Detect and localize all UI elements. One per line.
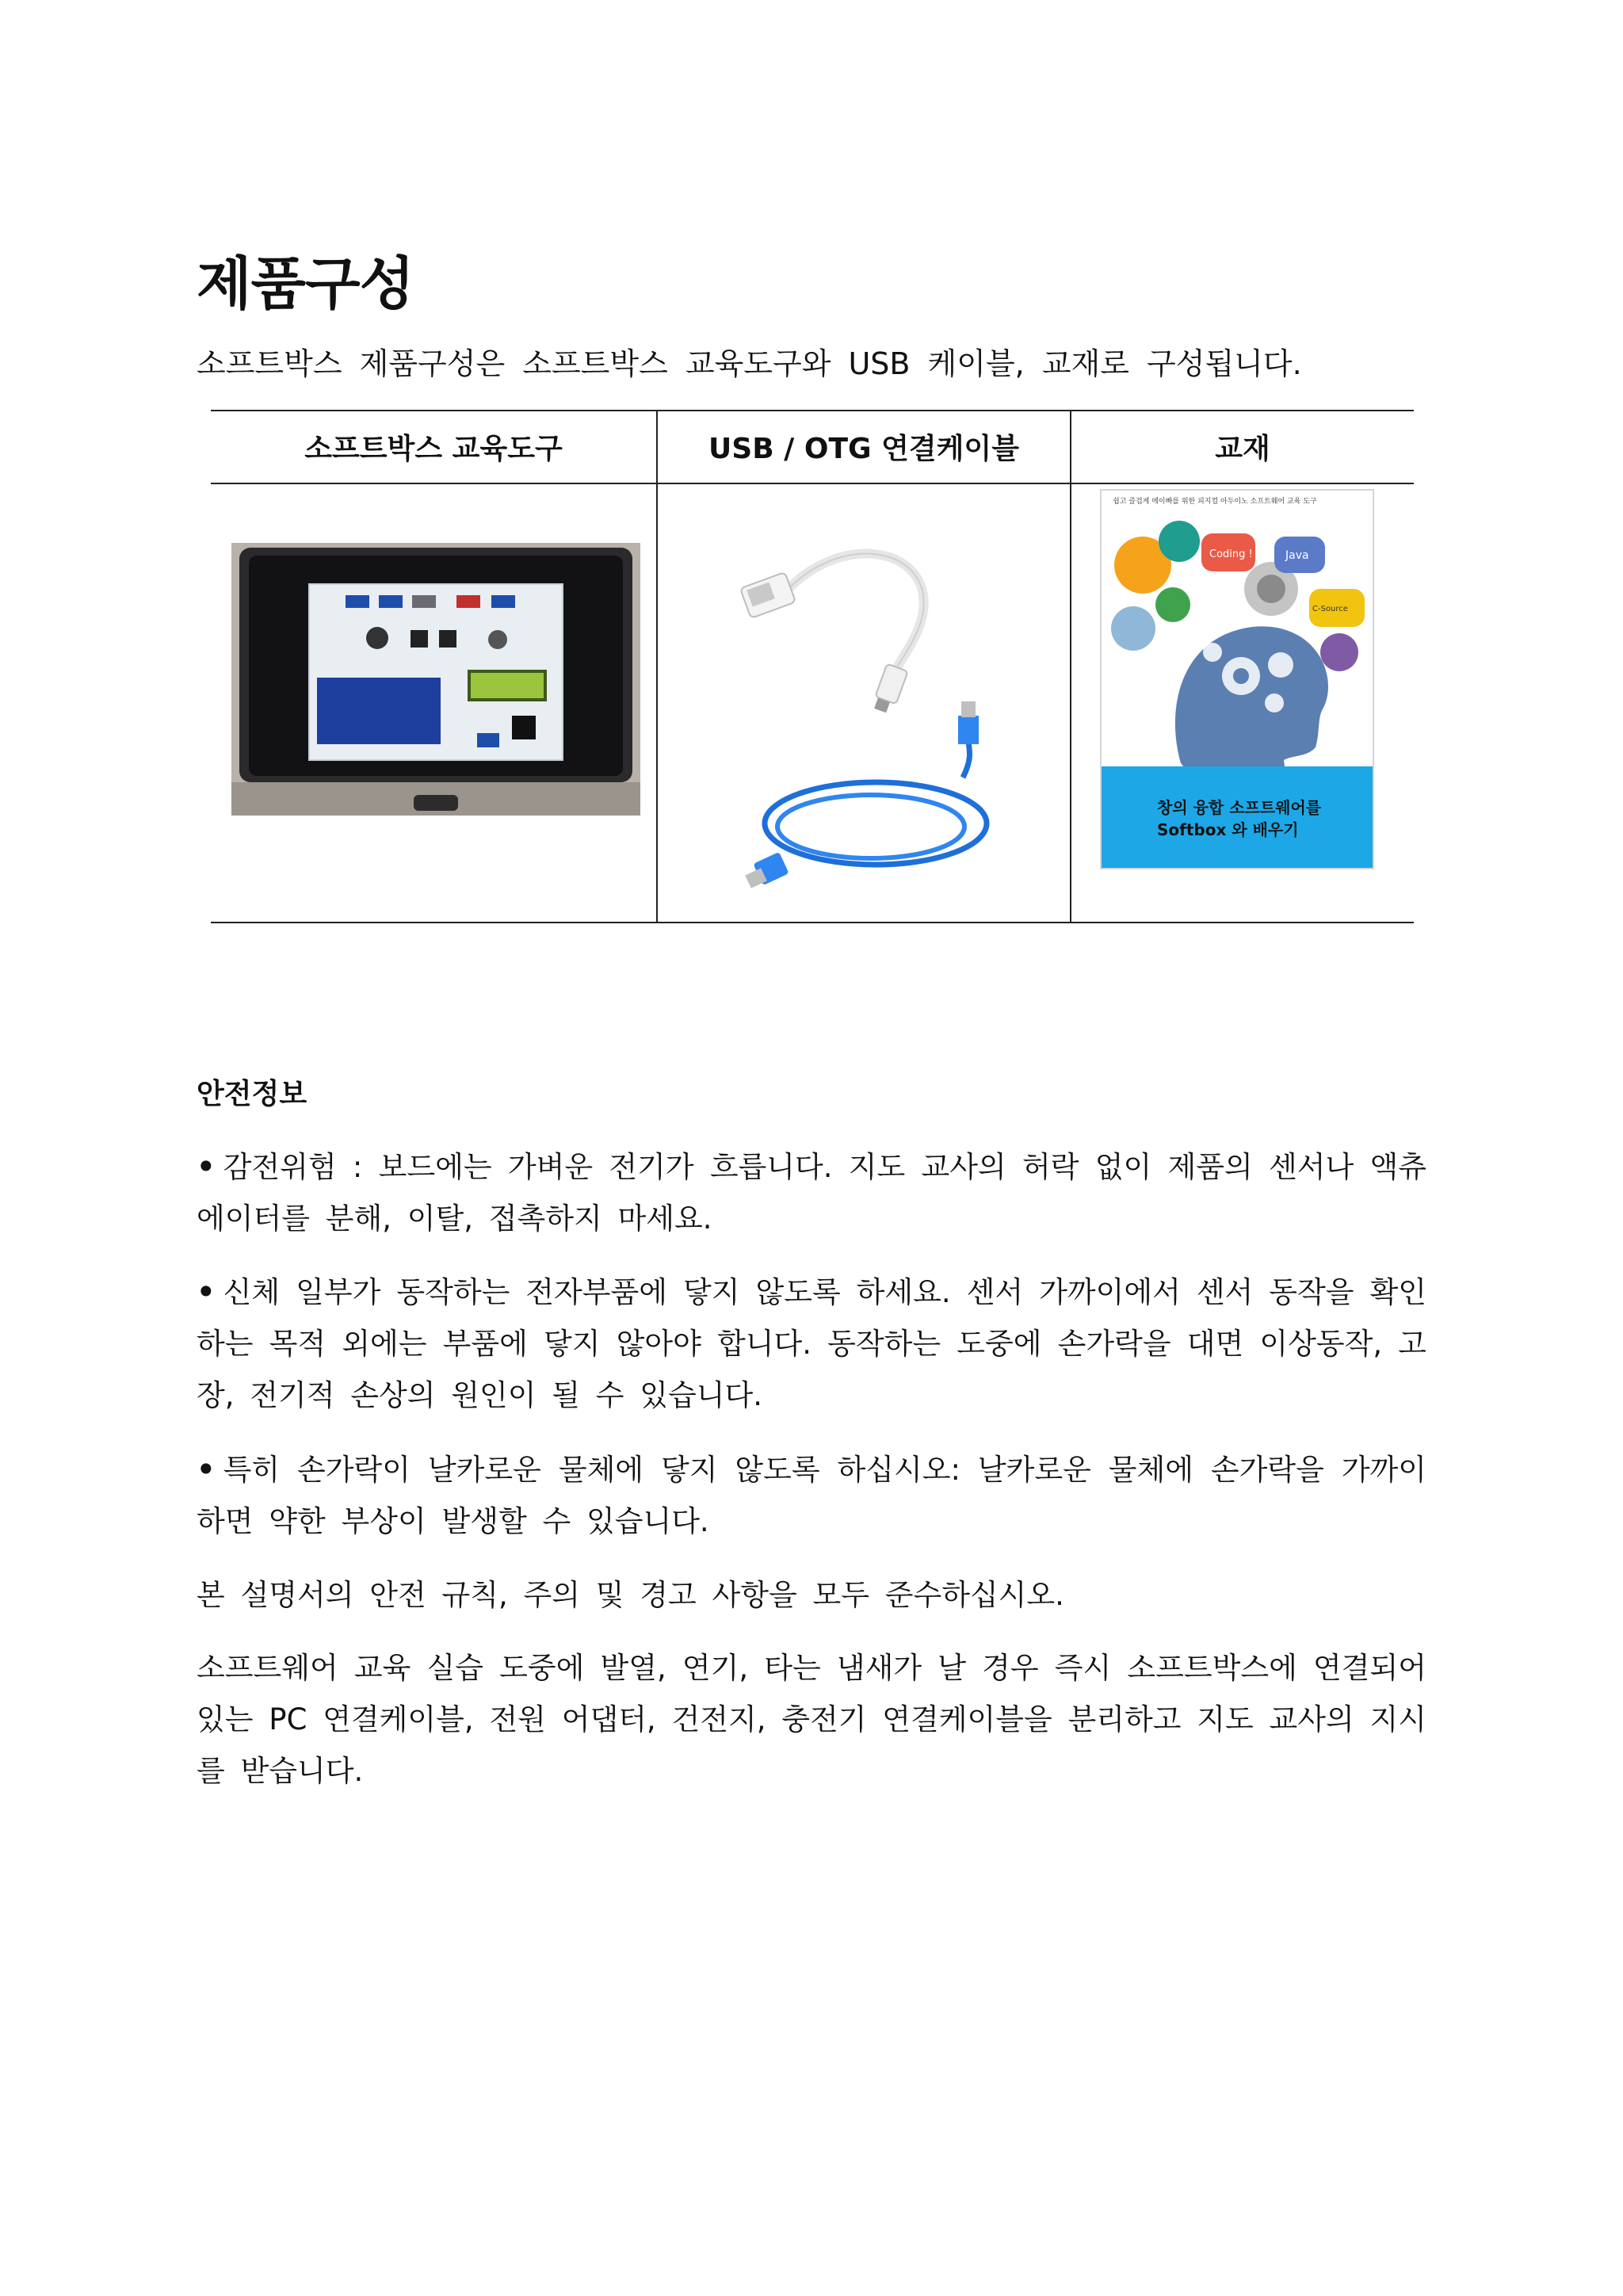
usb-cable-image bbox=[733, 516, 995, 896]
bubble-word-csource: C-Source bbox=[1312, 605, 1348, 613]
book-title-line2: Softbox 와 배우기 bbox=[1157, 820, 1299, 839]
bullet-marker: • bbox=[197, 1150, 216, 1184]
page-title: 제품구성 bbox=[197, 250, 414, 317]
header-textbook: 교재 bbox=[1215, 432, 1270, 465]
bullet-marker: • bbox=[197, 1275, 216, 1309]
safety-bullet-text: 특히 손가락이 날카로운 물체에 닿지 않도록 하십시오: 날카로운 물체에 손가락을 가까이 하면 약한 부상이 발생할 수 있습니다. bbox=[197, 1453, 1426, 1538]
product-table bbox=[211, 410, 1414, 923]
textbook-cover bbox=[1100, 489, 1374, 869]
safety-note-1: 본 설명서의 안전 규칙, 주의 및 경고 사항을 모두 준수하십시오. bbox=[197, 1578, 1064, 1612]
bubble-word-coding: Coding ! bbox=[1209, 548, 1253, 560]
book-top-text: 쉽고 즐겁게 에이빠를 위한 피지컬 아두이노 소프트웨어 교육 도구 bbox=[1113, 498, 1317, 506]
usb-cable-cell bbox=[658, 484, 1070, 922]
bullet-marker: • bbox=[197, 1453, 216, 1487]
intro-text: 소프트박스 제품구성은 소프트박스 교육도구와 USB 케이블, 교재로 구성됩니다. bbox=[197, 346, 1302, 381]
header-softbox-kit: 소프트박스 교육도구 bbox=[304, 432, 563, 465]
safety-bullet-1 bbox=[197, 1141, 1426, 1244]
header-usb-cable: USB / OTG 연결케이블 bbox=[708, 432, 1019, 465]
table-bottom-border bbox=[211, 922, 1414, 923]
book-title-line1: 창의 융합 소프트웨어를 bbox=[1157, 798, 1322, 817]
safety-bullet-2 bbox=[197, 1266, 1426, 1421]
book-head-illustration bbox=[1102, 510, 1373, 773]
book-title-band bbox=[1102, 766, 1373, 868]
safety-title: 안전정보 bbox=[197, 1078, 307, 1110]
softbox-kit-cell bbox=[211, 484, 656, 922]
bubble-word-java: Java bbox=[1285, 549, 1309, 562]
safety-bullet-text: 신체 일부가 동작하는 전자부품에 닿지 않도록 하세요. 센서 가까이에서 센서 동작을 확인하는 목적 외에는 부품에 닿지 않아야 합니다. 동작하는 도중에 손가락을 대면 이상동작, 고장, 전기적 손상의 원인이 될 수 있습니다. bbox=[197, 1275, 1426, 1412]
softbox-case-image bbox=[231, 543, 640, 816]
safety-bullet-3 bbox=[197, 1444, 1426, 1547]
safety-note-2: 소프트웨어 교육 실습 도중에 발열, 연기, 타는 냄새가 날 경우 즉시 소프트박스에 연결되어 있는 PC 연결케이블, 전원 어댑터, 건전지, 충전기 연결케이블을 분리하고 지도 교사의 지시를 받습니다. bbox=[197, 1651, 1426, 1788]
textbook-cell bbox=[1071, 484, 1414, 922]
safety-bullet-text: 감전위험 : 보드에는 가벼운 전기가 흐릅니다. 지도 교사의 허락 없이 제품의 센서나 액츄에이터를 분해, 이탈, 접촉하지 마세요. bbox=[197, 1150, 1426, 1236]
